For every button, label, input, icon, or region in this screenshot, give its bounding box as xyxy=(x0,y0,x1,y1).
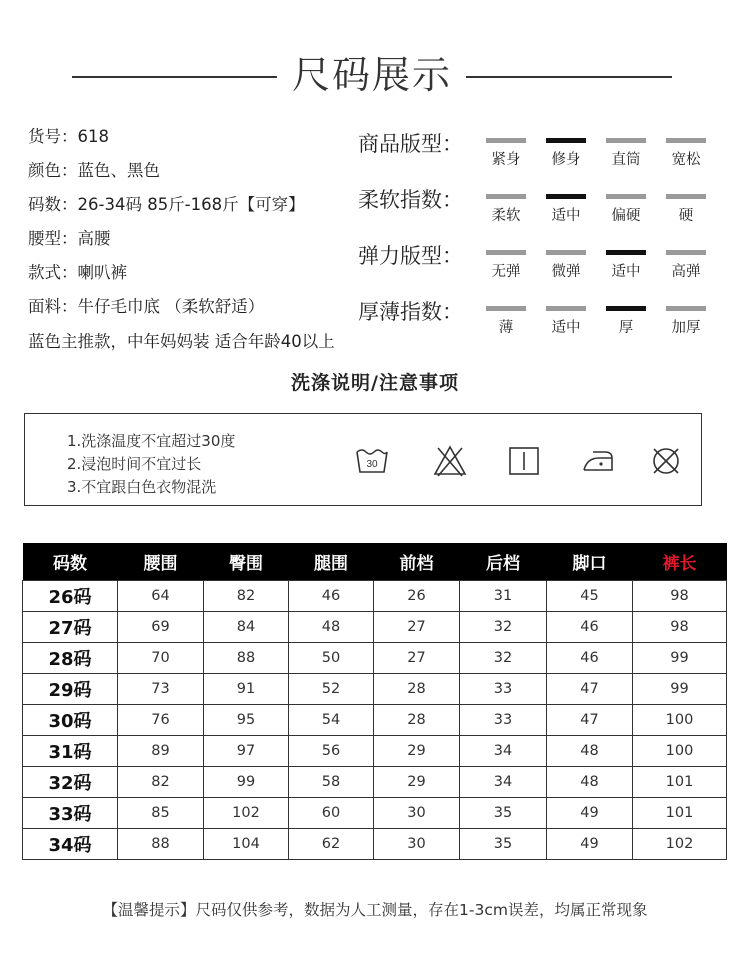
scale-option-label: 薄 xyxy=(498,320,514,336)
column-header: 脚口 xyxy=(547,543,633,581)
size-table-header xyxy=(23,543,727,581)
scale-option xyxy=(666,306,706,337)
scale-option-label: 偏硬 xyxy=(611,208,641,224)
scale-option-label: 紧身 xyxy=(491,152,521,168)
measurement-cell: 47 xyxy=(547,705,633,736)
wash-notes xyxy=(67,430,235,499)
table-row xyxy=(23,767,727,798)
scale-bar xyxy=(546,306,586,311)
no-dry-clean-icon xyxy=(649,444,683,478)
table-row xyxy=(23,643,727,674)
no-bleach-icon xyxy=(433,444,467,478)
measurement-cell: 30 xyxy=(374,829,460,860)
measurement-cell: 29 xyxy=(374,736,460,767)
measurement-cell: 102 xyxy=(633,829,727,860)
measurement-cell: 48 xyxy=(289,612,374,643)
measurement-cell: 48 xyxy=(547,736,633,767)
scale-option xyxy=(546,138,586,169)
info-label: 腰型： xyxy=(28,229,78,248)
index-label: 厚薄指数： xyxy=(358,300,463,324)
column-header: 前档 xyxy=(374,543,460,581)
measurement-cell: 46 xyxy=(547,612,633,643)
info-value: 蓝色、黑色 xyxy=(77,161,160,180)
measurement-cell: 101 xyxy=(633,767,727,798)
measurement-cell: 46 xyxy=(547,643,633,674)
column-header: 码数 xyxy=(23,543,118,581)
size-label-cell: 33码 xyxy=(23,798,118,829)
measurement-cell: 45 xyxy=(547,581,633,612)
info-label: 货号： xyxy=(28,127,78,146)
table-row xyxy=(23,705,727,736)
measurement-cell: 91 xyxy=(204,674,289,705)
measurement-cell: 98 xyxy=(633,581,727,612)
measurement-cell: 100 xyxy=(633,705,727,736)
scale-bar xyxy=(666,250,706,255)
measurement-cell: 48 xyxy=(547,767,633,798)
measurement-cell: 26 xyxy=(374,581,460,612)
scale-bar-selected xyxy=(546,194,586,199)
info-item-fabric xyxy=(28,290,305,324)
table-row xyxy=(23,829,727,860)
size-label-cell: 30码 xyxy=(23,705,118,736)
scale-bar-selected xyxy=(606,250,646,255)
scale-option-label: 修身 xyxy=(551,152,581,168)
scale-bar xyxy=(486,138,526,143)
index-stretch xyxy=(358,234,738,290)
measurement-cell: 88 xyxy=(204,643,289,674)
index-fit xyxy=(358,122,738,178)
scale-bar xyxy=(486,306,526,311)
measurement-cell: 60 xyxy=(289,798,374,829)
index-softness xyxy=(358,178,738,234)
measurement-cell: 33 xyxy=(460,705,547,736)
info-label: 码数： xyxy=(28,195,78,214)
measurement-cell: 27 xyxy=(374,643,460,674)
measurement-cell: 58 xyxy=(289,767,374,798)
measurement-cell: 99 xyxy=(633,674,727,705)
info-label: 款式： xyxy=(28,263,78,282)
measurement-cell: 35 xyxy=(460,829,547,860)
scale-option xyxy=(606,138,646,169)
measurement-cell: 33 xyxy=(460,674,547,705)
scale-option xyxy=(666,250,706,281)
measurement-cell: 62 xyxy=(289,829,374,860)
product-info xyxy=(28,120,305,324)
size-label-cell: 27码 xyxy=(23,612,118,643)
column-header: 腰围 xyxy=(118,543,204,581)
column-header: 后档 xyxy=(460,543,547,581)
measurement-cell: 32 xyxy=(460,643,547,674)
info-value: 喇叭裤 xyxy=(77,263,127,282)
measurement-cell: 50 xyxy=(289,643,374,674)
scale-bar xyxy=(486,194,526,199)
scale-option xyxy=(546,194,586,225)
footer-note: 【温馨提示】尺码仅供参考，数据为人工测量，存在1-3cm误差，均属正常现象 xyxy=(102,901,648,919)
scale-bar xyxy=(606,138,646,143)
scale-option xyxy=(606,194,646,225)
scale-option-label: 直筒 xyxy=(611,152,641,168)
scale-option-label: 高弹 xyxy=(671,264,701,280)
scale-option xyxy=(666,138,706,169)
measurement-cell: 46 xyxy=(289,581,374,612)
wash-30-icon xyxy=(355,444,389,478)
promo-note: 蓝色主推款，中年妈妈装 适合年龄40以上 xyxy=(28,332,335,351)
scale-bar xyxy=(606,194,646,199)
index-label: 商品版型： xyxy=(358,132,463,156)
page-title: 尺码展示 xyxy=(291,53,452,97)
table-row xyxy=(23,798,727,829)
title-divider-left xyxy=(72,76,277,78)
size-label-cell: 34码 xyxy=(23,829,118,860)
measurement-cell: 97 xyxy=(204,736,289,767)
info-value: 牛仔毛巾底 （柔软舒适） xyxy=(77,297,265,316)
measurement-cell: 69 xyxy=(118,612,204,643)
table-row xyxy=(23,612,727,643)
table-row xyxy=(23,736,727,767)
scale-option xyxy=(546,250,586,281)
measurement-cell: 89 xyxy=(118,736,204,767)
measurement-cell: 84 xyxy=(204,612,289,643)
measurement-cell: 32 xyxy=(460,612,547,643)
scale-option xyxy=(666,194,706,225)
info-value: 26-34码 85斤-168斤【可穿】 xyxy=(77,195,305,214)
scale-option-label: 微弹 xyxy=(551,264,581,280)
measurement-cell: 49 xyxy=(547,798,633,829)
info-item-style xyxy=(28,256,305,290)
size-table xyxy=(22,543,727,860)
scale-option-label: 无弹 xyxy=(491,264,521,280)
measurement-cell: 95 xyxy=(204,705,289,736)
measurement-cell: 98 xyxy=(633,612,727,643)
info-item-sku xyxy=(28,120,305,154)
scale-option xyxy=(606,250,646,281)
measurement-cell: 34 xyxy=(460,736,547,767)
measurement-cell: 82 xyxy=(204,581,289,612)
size-label-cell: 31码 xyxy=(23,736,118,767)
column-header: 臀围 xyxy=(204,543,289,581)
measurement-cell: 56 xyxy=(289,736,374,767)
scale-bar xyxy=(486,250,526,255)
wash-note: 3.不宜跟白色衣物混洗 xyxy=(67,478,217,496)
measurement-cell: 64 xyxy=(118,581,204,612)
measurement-cell: 28 xyxy=(374,674,460,705)
wash-instructions-box xyxy=(24,413,702,506)
info-label: 面料： xyxy=(28,297,78,316)
scale-option xyxy=(486,138,526,169)
scale-bar xyxy=(666,306,706,311)
column-header: 腿围 xyxy=(289,543,374,581)
info-value: 618 xyxy=(77,127,109,146)
measurement-cell: 54 xyxy=(289,705,374,736)
scale-option xyxy=(486,306,526,337)
table-row xyxy=(23,674,727,705)
measurement-cell: 73 xyxy=(118,674,204,705)
measurement-cell: 52 xyxy=(289,674,374,705)
page-title-block xyxy=(0,50,750,102)
size-table-body xyxy=(23,581,727,860)
size-label-cell: 28码 xyxy=(23,643,118,674)
measurement-cell: 99 xyxy=(633,643,727,674)
measurement-cell: 104 xyxy=(204,829,289,860)
measurement-cell: 35 xyxy=(460,798,547,829)
scale-bar-selected xyxy=(606,306,646,311)
index-label: 柔软指数： xyxy=(358,188,463,212)
wash-note: 1.洗涤温度不宜超过30度 xyxy=(67,432,236,450)
measurement-cell: 30 xyxy=(374,798,460,829)
measurement-cell: 102 xyxy=(204,798,289,829)
measurement-cell: 49 xyxy=(547,829,633,860)
measurement-cell: 88 xyxy=(118,829,204,860)
scale-bar xyxy=(666,138,706,143)
info-item-waist xyxy=(28,222,305,256)
scale-option-label: 适中 xyxy=(611,264,641,280)
measurement-cell: 47 xyxy=(547,674,633,705)
size-label-cell: 29码 xyxy=(23,674,118,705)
info-item-sizes xyxy=(28,188,305,222)
scale-option-label: 适中 xyxy=(551,208,581,224)
info-label: 颜色： xyxy=(28,161,78,180)
scale-option-label: 柔软 xyxy=(491,208,521,224)
wash-note: 2.浸泡时间不宜过长 xyxy=(67,455,202,473)
scale-option-label: 厚 xyxy=(618,320,634,336)
scale-option-label: 硬 xyxy=(678,208,694,224)
scale-bar-selected xyxy=(546,138,586,143)
scale-option xyxy=(606,306,646,337)
scale-option-label: 适中 xyxy=(551,320,581,336)
index-label: 弹力版型： xyxy=(358,244,463,268)
wash-section-title: 洗涤说明/注意事项 xyxy=(291,372,459,394)
scale-option xyxy=(486,194,526,225)
low-iron-icon xyxy=(581,444,615,478)
scale-option xyxy=(486,250,526,281)
measurement-cell: 27 xyxy=(374,612,460,643)
title-divider-right xyxy=(466,76,672,78)
scale-option-label: 宽松 xyxy=(671,152,701,168)
measurement-cell: 34 xyxy=(460,767,547,798)
measurement-cell: 100 xyxy=(633,736,727,767)
scale-option xyxy=(546,306,586,337)
measurement-cell: 99 xyxy=(204,767,289,798)
measurement-cell: 76 xyxy=(118,705,204,736)
size-label-cell: 32码 xyxy=(23,767,118,798)
wash-temp-label: 30 xyxy=(366,459,378,470)
table-row xyxy=(23,581,727,612)
measurement-cell: 28 xyxy=(374,705,460,736)
column-header-length: 裤长 xyxy=(633,543,727,581)
measurement-cell: 29 xyxy=(374,767,460,798)
measurement-cell: 70 xyxy=(118,643,204,674)
measurement-cell: 101 xyxy=(633,798,727,829)
size-label-cell: 26码 xyxy=(23,581,118,612)
scale-bar xyxy=(666,194,706,199)
index-thickness xyxy=(358,290,738,346)
scale-option-label: 加厚 xyxy=(671,320,701,336)
scale-bar xyxy=(546,250,586,255)
measurement-cell: 31 xyxy=(460,581,547,612)
line-dry-icon xyxy=(507,444,541,478)
info-item-color xyxy=(28,154,305,188)
measurement-cell: 82 xyxy=(118,767,204,798)
measurement-cell: 85 xyxy=(118,798,204,829)
info-value: 高腰 xyxy=(77,229,111,248)
